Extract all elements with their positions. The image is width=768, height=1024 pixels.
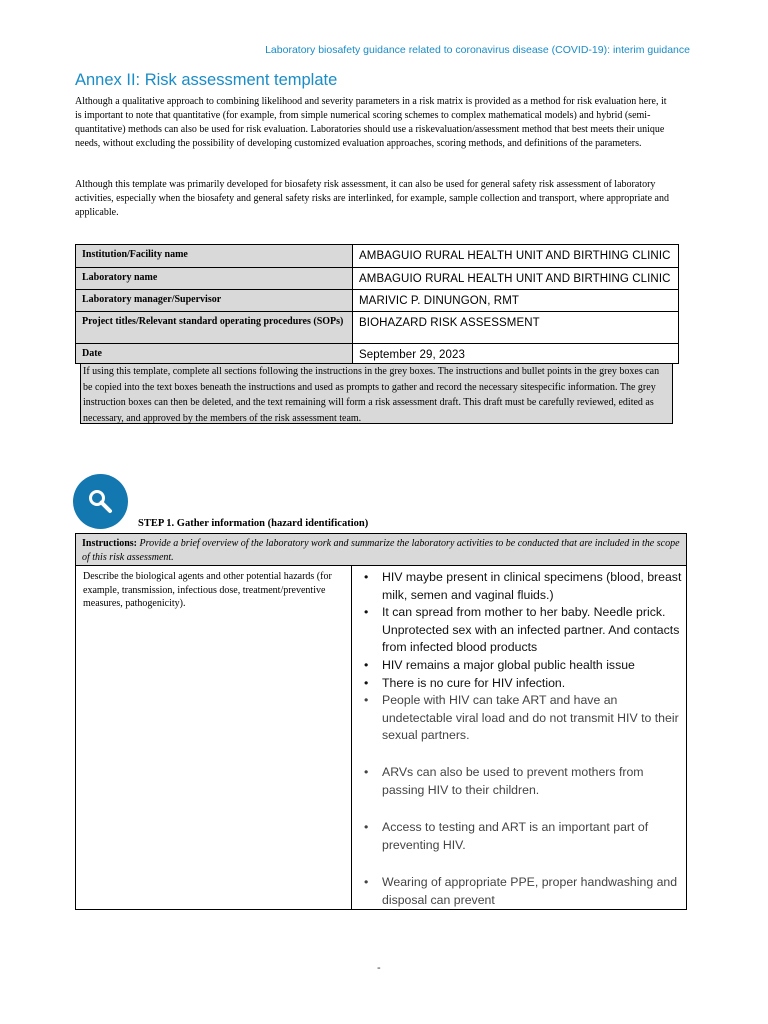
list-item: • There is no cure for HIV infection. [360, 675, 682, 693]
intro-paragraph-1: Although a qualitative approach to combining likelihood and severity parameters in a risk matrix is provided as a method for risk evaluation here, it is important to note that quantitative (for example, from simple numerical scoring schemes to complex mathematical models) and hybrid (semi-quantitative) methods can also be used for risk evaluation. Laboratories should use a riskevaluation/assessment method that best meets their unique needs, without excluding the possibility of developing customized evaluation approaches, scoring methods, and definitions of the parameters. [75, 96, 667, 149]
table-row [76, 268, 679, 290]
hazard-response [360, 569, 682, 910]
template-instructions-note: If using this template, complete all sections following the instructions in the grey boxes. The instructions and bullet points in the grey boxes can be copied into the text boxes beneath the instructions and used as prompts to gather and record the necessary sitespecific information. The grey instruction boxes can then be deleted, and the text remaining will form a risk assessment draft. This draft must be carefully reviewed, edited as necessary, and approved by the members of the risk assessment team. [80, 363, 673, 424]
magnifier-icon [73, 474, 128, 529]
list-item: • It can spread from mother to her baby. Needle prick. Unprotected sex with an infected partner. And contacts from infected blood products [360, 604, 682, 657]
instructions-label: Instructions: [82, 538, 138, 549]
magnifier-icon-glyph [86, 487, 116, 517]
row-label: Date [76, 344, 353, 364]
step-1-title: STEP 1. Gather information (hazard identification) [138, 518, 369, 529]
list-item: • People with HIV can take ART and have an undetectable viral load and do not transmit HIV to their sexual partners. [360, 692, 682, 745]
row-value: AMBAGUIO RURAL HEALTH UNIT AND BIRTHING CLINIC [353, 245, 679, 268]
instructions-text: Provide a brief overview of the laboratory work and summarize the laboratory activities to be conducted that are included in the scope of this risk assessment. [82, 538, 680, 563]
table-row [76, 290, 679, 312]
row-value: AMBAGUIO RURAL HEALTH UNIT AND BIRTHING CLINIC [353, 268, 679, 290]
list-item: • ARVs can also be used to prevent mothers from passing HIV to their children. [360, 764, 682, 799]
list-item: • HIV maybe present in clinical specimens (blood, breast milk, semen and vaginal fluids.) [360, 569, 682, 604]
intro-paragraph-2: Although this template was primarily developed for biosafety risk assessment, it can also be used for general safety risk assessment of laboratory activities, especially when the biosafety and general safety risks are interlinked, for example, sample collection and transport, where appropriate and applicable. [75, 179, 669, 218]
hazard-bullet-list [360, 569, 682, 910]
table-row [76, 344, 679, 364]
column-divider [351, 566, 352, 910]
annex-title: Annex II: Risk assessment template [75, 71, 338, 89]
hazard-prompt: Describe the biological agents and other potential hazards (for example, transmission, infectious dose, treatment/preventive measures, pathogenicity). [83, 571, 332, 609]
list-item: • Access to testing and ART is an important part of preventing HIV. [360, 819, 682, 854]
page-number: - [377, 962, 381, 974]
table-row [76, 245, 679, 268]
running-header: Laboratory biosafety guidance related to coronavirus disease (COVID-19): interim guidance [265, 44, 690, 56]
table-row [76, 312, 679, 344]
list-item: • HIV remains a major global public health issue [360, 657, 682, 675]
row-label: Laboratory manager/Supervisor [76, 290, 353, 312]
list-item: • Wearing of appropriate PPE, proper handwashing and disposal can prevent [360, 874, 682, 909]
step-1-box [75, 533, 687, 910]
row-label: Institution/Facility name [76, 245, 353, 268]
row-value: MARIVIC P. DINUNGON, RMT [353, 290, 679, 312]
row-value: September 29, 2023 [353, 344, 679, 364]
row-label: Laboratory name [76, 268, 353, 290]
row-label: Project titles/Relevant standard operating procedures (SOPs) [76, 312, 353, 344]
facility-info-table [75, 244, 679, 364]
step-1-instructions [76, 534, 686, 566]
row-value: BIOHAZARD RISK ASSESSMENT [353, 312, 679, 344]
